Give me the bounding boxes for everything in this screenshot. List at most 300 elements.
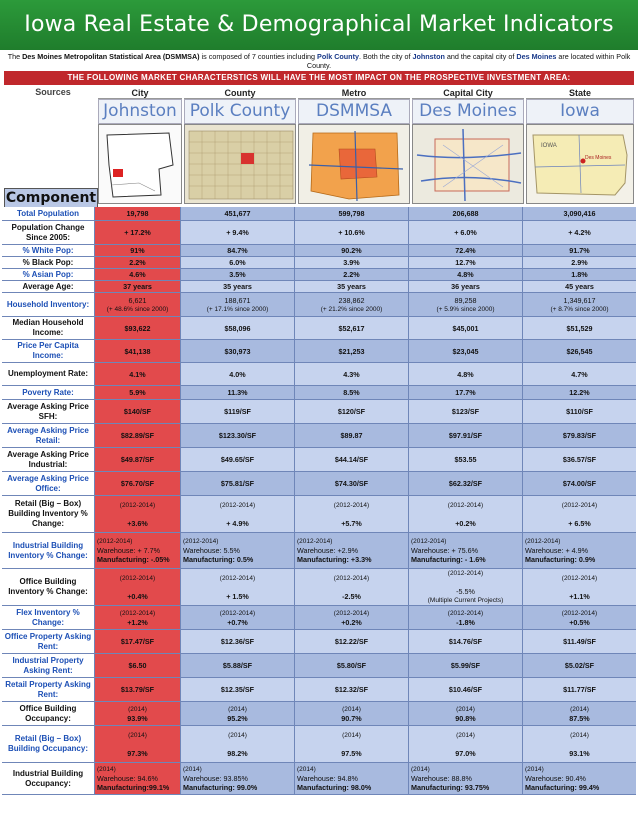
table-cell <box>94 424 180 447</box>
table-cell <box>180 533 294 568</box>
cell-line: $13.79/SF <box>120 685 155 694</box>
table-cell <box>408 533 522 568</box>
table-cell <box>408 245 522 256</box>
cell-line: 97.3% <box>127 748 148 758</box>
cell-line: $110/SF <box>566 407 593 416</box>
cell-line: 4.3% <box>343 369 360 379</box>
cell-line: 2.2% <box>129 258 146 267</box>
table-row <box>2 472 636 496</box>
table-row <box>2 702 636 726</box>
column-name: Des Moines <box>412 99 524 124</box>
cell-line: $45,001 <box>452 323 479 333</box>
table-cell <box>180 245 294 256</box>
row-label: Median Household Income: <box>2 317 94 339</box>
table-cell <box>180 386 294 399</box>
table-row <box>2 630 636 654</box>
table-cell <box>294 221 408 244</box>
cell-line: (2014) <box>128 705 147 713</box>
table-cell <box>522 606 636 629</box>
table-cell <box>294 569 408 605</box>
table-cell <box>294 245 408 256</box>
table-row <box>2 763 636 795</box>
cell-line: (2012-2014) <box>333 501 370 509</box>
intro-part: The <box>7 52 23 61</box>
cell-line: 599,798 <box>338 209 365 218</box>
table-cell <box>94 245 180 256</box>
table-cell <box>94 606 180 629</box>
row-label: Average Age: <box>2 281 94 292</box>
table-cell <box>408 654 522 677</box>
cell-line: $53.55 <box>454 455 477 464</box>
cell-line <box>579 740 581 749</box>
table-cell <box>94 257 180 268</box>
table-cell <box>94 221 180 244</box>
table-cell <box>522 726 636 762</box>
table-cell <box>94 569 180 605</box>
table-cell <box>522 257 636 268</box>
table-cell <box>94 386 180 399</box>
table-row <box>2 606 636 630</box>
row-label: Flex Inventory % Change: <box>2 606 94 629</box>
cell-line: Manufacturing: 0.9% <box>525 555 596 564</box>
cell-line: + 6.0% <box>454 228 477 237</box>
cell-line: 95.2% <box>227 713 248 723</box>
cell-line: 1,349,617 <box>563 295 596 305</box>
intro-text <box>4 52 634 70</box>
cell-line: $26,545 <box>566 346 593 356</box>
cell-line: + 10.6% <box>338 228 365 237</box>
cell-line: $89.87 <box>340 431 363 440</box>
table-cell <box>408 221 522 244</box>
table-row <box>2 245 636 257</box>
row-label: Retail (Big – Box) Building Inventory % Change: <box>2 496 94 532</box>
row-label: Population Change Since 2005: <box>2 221 94 244</box>
table-row <box>2 293 636 317</box>
cell-line: $21,253 <box>338 346 365 356</box>
table-cell <box>408 496 522 532</box>
metro-map-graphic <box>299 125 410 204</box>
cell-line: $123.30/SF <box>218 431 257 440</box>
cell-line: 4.1% <box>129 369 146 379</box>
cell-line: Warehouse: 5.5% <box>183 546 240 555</box>
column-name: DSMMSA <box>298 99 410 124</box>
table-cell <box>294 606 408 629</box>
cell-line <box>237 510 239 519</box>
cell-line: $30,973 <box>224 346 251 356</box>
cell-line: 4.7% <box>571 369 588 379</box>
cell-line: 84.7% <box>227 246 248 255</box>
cell-line: + 6.5% <box>568 518 591 528</box>
cell-line: -5.5% <box>456 587 475 596</box>
table-cell <box>408 702 522 725</box>
cell-line: $74.00/SF <box>562 479 597 488</box>
table-cell <box>180 424 294 447</box>
table-cell <box>294 496 408 532</box>
table-cell <box>294 654 408 677</box>
table-row <box>2 317 636 340</box>
table-cell <box>294 257 408 268</box>
column-level: State <box>526 88 634 99</box>
table-row <box>2 654 636 678</box>
cell-line: 6.0% <box>229 258 246 267</box>
cell-line: Warehouse: + 7.7% <box>97 546 161 555</box>
cell-line: (2014) <box>97 766 116 773</box>
capital-city-map <box>412 124 524 204</box>
cell-line: $76.70/SF <box>120 479 155 488</box>
city-map <box>98 124 182 204</box>
row-label: % Asian Pop: <box>2 269 94 280</box>
cell-line: 12.2% <box>569 388 590 397</box>
table-row <box>2 363 636 386</box>
cell-line: 2.9% <box>571 258 588 267</box>
cell-line: $14.76/SF <box>448 637 483 646</box>
intro-part: are located within Polk County. <box>306 52 631 70</box>
cell-line: $5.80/SF <box>336 661 367 670</box>
intro-msa: Des Moines Metropolitan Statistical Area (DSMMSA) <box>22 52 200 61</box>
cell-line: (2012-2014) <box>333 574 370 582</box>
cell-line: +0.4% <box>127 591 148 601</box>
cell-line <box>137 510 139 519</box>
cell-line: Warehouse: 94.6% <box>97 774 158 783</box>
page-title: Iowa Real Estate & Demographical Market Indicators <box>0 0 638 50</box>
cell-line: +1.1% <box>569 591 590 601</box>
table-row <box>2 533 636 569</box>
cell-line: 206,688 <box>452 209 479 218</box>
row-label: Industrial Property Asking Rent: <box>2 654 94 677</box>
table-cell <box>522 400 636 423</box>
column-level: City <box>98 88 182 99</box>
cell-line: $140/SF <box>123 407 152 416</box>
table-cell <box>294 363 408 385</box>
cell-line: $97.91/SF <box>448 431 483 440</box>
cell-line: (2012-2014) <box>333 609 370 617</box>
table-cell <box>522 569 636 605</box>
cell-line <box>137 740 139 749</box>
cell-line: 3.5% <box>229 270 246 279</box>
cell-line: Manufacturing: -.05% <box>97 555 170 564</box>
cell-line: +5.7% <box>341 518 362 528</box>
cell-line: (2012-2014) <box>561 574 598 582</box>
cell-line <box>351 583 353 592</box>
table-cell <box>522 630 636 653</box>
cell-line: (2012-2014) <box>525 538 561 545</box>
cell-line: $5.99/SF <box>450 661 481 670</box>
table-row <box>2 726 636 763</box>
cell-line: (2012-2014) <box>219 501 256 509</box>
table-cell <box>180 269 294 280</box>
table-cell <box>180 472 294 495</box>
table-cell <box>294 340 408 362</box>
cell-line: (+ 21.2% since 2000) <box>320 305 383 313</box>
table-cell <box>180 606 294 629</box>
cell-line: -2.5% <box>342 591 361 601</box>
table-cell <box>294 702 408 725</box>
cell-line: 188,671 <box>224 295 251 305</box>
table-cell <box>94 702 180 725</box>
table-cell <box>408 281 522 292</box>
table-cell <box>408 257 522 268</box>
cell-line: $12.35/SF <box>220 685 255 694</box>
cell-line: $52,617 <box>338 323 365 333</box>
cell-line: (Multiple Current Projects) <box>427 597 504 604</box>
cell-line: 5.9% <box>129 388 146 397</box>
cell-line: 91.7% <box>569 246 590 255</box>
cell-line: (2014) <box>297 766 316 773</box>
cell-line: 91% <box>130 246 145 255</box>
cell-line: $6.50 <box>128 661 147 670</box>
cell-line <box>351 510 353 519</box>
cell-line: 90.2% <box>341 246 362 255</box>
cell-line <box>137 583 139 592</box>
intro-part: is composed of 7 counties including <box>199 52 318 61</box>
cell-line: (2014) <box>342 705 361 713</box>
cell-line: $17.47/SF <box>120 637 155 646</box>
table-cell <box>408 763 522 794</box>
cell-line: (+ 8.7% since 2000) <box>550 305 609 313</box>
table-row <box>2 340 636 363</box>
table-cell <box>94 400 180 423</box>
table-row <box>2 207 636 221</box>
table-cell <box>294 424 408 447</box>
cell-line: 4.8% <box>457 270 474 279</box>
cell-line: 6,621 <box>128 295 147 305</box>
cell-line: (2012-2014) <box>219 609 256 617</box>
table-cell <box>408 269 522 280</box>
table-cell <box>408 678 522 701</box>
cell-line: $41,138 <box>124 346 151 356</box>
column-header-state <box>526 88 634 123</box>
cell-line: Manufacturing: - 1.6% <box>411 555 486 564</box>
cell-line: 11.3% <box>227 388 248 397</box>
table-cell <box>408 472 522 495</box>
cell-line: (2012-2014) <box>219 574 256 582</box>
cell-line: 98.2% <box>227 748 248 758</box>
cell-line: 12.7% <box>455 258 476 267</box>
table-cell <box>180 293 294 316</box>
table-cell <box>408 726 522 762</box>
row-label: Industrial Building Occupancy: <box>2 763 94 794</box>
table-cell <box>522 533 636 568</box>
cell-line: 17.7% <box>455 388 476 397</box>
table-cell <box>408 340 522 362</box>
cell-line: 451,677 <box>224 209 251 218</box>
cell-line: $49.87/SF <box>120 455 155 464</box>
table-cell <box>180 281 294 292</box>
table-cell <box>94 678 180 701</box>
table-cell <box>180 400 294 423</box>
table-cell <box>94 293 180 316</box>
sources-label: Sources <box>35 87 71 97</box>
cell-line: $5.02/SF <box>564 661 595 670</box>
row-label: Retail (Big – Box) Building Occupancy: <box>2 726 94 762</box>
cell-line: (2012-2014) <box>447 570 484 577</box>
row-label: Poverty Rate: <box>2 386 94 399</box>
row-label: % Black Pop: <box>2 257 94 268</box>
column-header-county <box>184 88 296 123</box>
column-level: Capital City <box>412 88 524 99</box>
cell-line: Warehouse: 94.8% <box>297 774 358 783</box>
cell-line: $51,529 <box>566 323 593 333</box>
cell-line: + 4.9% <box>226 518 249 528</box>
table-cell <box>408 569 522 605</box>
row-label: Total Population <box>2 207 94 220</box>
table-cell <box>180 448 294 471</box>
table-cell <box>522 448 636 471</box>
table-cell <box>294 400 408 423</box>
table-cell <box>294 678 408 701</box>
cell-line: + 4.2% <box>568 228 591 237</box>
cell-line: (2014) <box>525 766 544 773</box>
cell-line: (2012-2014) <box>447 501 484 509</box>
cell-line: 4.6% <box>129 270 146 279</box>
table-cell <box>180 317 294 339</box>
state-map-city-label: Des Moines <box>585 155 612 161</box>
table-cell <box>294 533 408 568</box>
table-cell <box>408 448 522 471</box>
table-cell <box>522 221 636 244</box>
cell-line: -1.8% <box>456 617 475 627</box>
cell-line: 3,090,416 <box>563 209 596 218</box>
cell-line: (2014) <box>228 705 247 713</box>
cell-line: (2012-2014) <box>561 501 598 509</box>
cell-line: Warehouse: 88.8% <box>411 774 472 783</box>
table-cell <box>94 472 180 495</box>
cell-line: +1.2% <box>127 617 148 627</box>
cell-line: Manufacturing: 99.0% <box>183 783 258 792</box>
cell-line: (2012-2014) <box>411 538 447 545</box>
table-cell <box>180 569 294 605</box>
state-map-graphic <box>527 125 634 204</box>
table-cell <box>180 763 294 794</box>
cell-line: (2014) <box>456 705 475 713</box>
table-row <box>2 678 636 702</box>
table-cell <box>294 726 408 762</box>
cell-line: 35 years <box>337 282 366 291</box>
intro-part: and the capital city of <box>444 52 517 61</box>
table-cell <box>408 606 522 629</box>
county-map-graphic <box>185 125 296 204</box>
cell-line: $5.88/SF <box>222 661 253 670</box>
column-name: Johnston <box>98 99 182 124</box>
component-header: Component <box>4 188 98 209</box>
row-label: Average Asking Price Retail: <box>2 424 94 447</box>
cell-line: $11.77/SF <box>563 685 596 694</box>
cell-line: Warehouse: 93.85% <box>183 774 248 783</box>
row-label: Average Asking Price SFH: <box>2 400 94 423</box>
cell-line: (2014) <box>183 766 202 773</box>
table-cell <box>94 496 180 532</box>
state-map-label: IOWA <box>541 143 557 149</box>
table-cell <box>522 702 636 725</box>
row-label: Unemployment Rate: <box>2 363 94 385</box>
column-level: Metro <box>298 88 410 99</box>
table-cell <box>408 400 522 423</box>
column-level: County <box>184 88 296 99</box>
table-cell <box>94 533 180 568</box>
cell-line: $120/SF <box>337 407 366 416</box>
table-row <box>2 281 636 293</box>
cell-line: Warehouse: + 4.9% <box>525 546 589 555</box>
cell-line: (2014) <box>570 705 589 713</box>
cell-line: 4.8% <box>457 369 474 379</box>
cell-line: Manufacturing: 98.0% <box>297 783 372 792</box>
cell-line: (2012-2014) <box>119 609 156 617</box>
cell-line: (+ 17.1% since 2000) <box>206 305 269 313</box>
table-cell <box>522 245 636 256</box>
cell-line: $82.89/SF <box>120 431 155 440</box>
table-cell <box>180 702 294 725</box>
cell-line: +0.7% <box>227 617 248 627</box>
section-banner: THE FOLLOWING MARKET CHARACTERSTICS WILL HAVE THE MOST IMPACT ON THE PROSPECTIVE INVESTMENT AREA: <box>4 71 634 85</box>
cell-line: 97.5% <box>341 748 362 758</box>
cell-line: Manufacturing:99.1% <box>97 783 170 792</box>
table-cell <box>294 293 408 316</box>
table-cell <box>294 472 408 495</box>
cell-line: $36.57/SF <box>562 455 597 464</box>
table-cell <box>408 424 522 447</box>
table-row <box>2 221 636 245</box>
cell-line <box>465 510 467 519</box>
state-map <box>526 124 634 204</box>
cell-line: $119/SF <box>224 407 251 416</box>
cell-line: $58,096 <box>224 323 251 333</box>
cell-line: $12.22/SF <box>334 637 369 646</box>
cell-line: + 17.2% <box>124 228 151 237</box>
table-row <box>2 569 636 606</box>
cell-line: 93.1% <box>569 748 590 758</box>
cell-line: (2012-2014) <box>119 574 156 582</box>
table-cell <box>294 763 408 794</box>
table-row <box>2 257 636 269</box>
table-cell <box>522 472 636 495</box>
table-cell <box>294 630 408 653</box>
row-label: Industrial Building Inventory % Change: <box>2 533 94 568</box>
cell-line: 93.9% <box>127 713 148 723</box>
cell-line: $23,045 <box>452 346 479 356</box>
table-cell <box>408 386 522 399</box>
cell-line: Manufacturing: 0.5% <box>183 555 254 564</box>
indicator-table <box>2 207 636 795</box>
cell-line: 72.4% <box>455 246 476 255</box>
cell-line: 3.9% <box>343 258 360 267</box>
intro-city: Johnston <box>412 52 445 61</box>
cell-line: (2012-2014) <box>119 501 156 509</box>
table-cell <box>180 207 294 220</box>
table-cell <box>294 448 408 471</box>
cell-line: (2012-2014) <box>561 609 598 617</box>
table-row <box>2 400 636 424</box>
table-cell <box>522 293 636 316</box>
table-cell <box>94 448 180 471</box>
table-cell <box>94 726 180 762</box>
table-cell <box>180 678 294 701</box>
table-cell <box>180 257 294 268</box>
table-cell <box>522 207 636 220</box>
table-cell <box>522 340 636 362</box>
table-cell <box>408 207 522 220</box>
cell-line: $93,622 <box>124 323 151 333</box>
cell-line: (2014) <box>456 731 475 739</box>
cell-line: (+ 48.6% since 2000) <box>106 305 169 313</box>
intro-capital: Des Moines <box>516 52 557 61</box>
table-cell <box>294 386 408 399</box>
table-cell <box>294 281 408 292</box>
cell-line: (2014) <box>411 766 430 773</box>
cell-line: 90.7% <box>341 713 362 723</box>
cell-line: Manufacturing: 99.4% <box>525 783 600 792</box>
cell-line: 89,258 <box>454 295 477 305</box>
cell-line: +0.5% <box>569 617 590 627</box>
